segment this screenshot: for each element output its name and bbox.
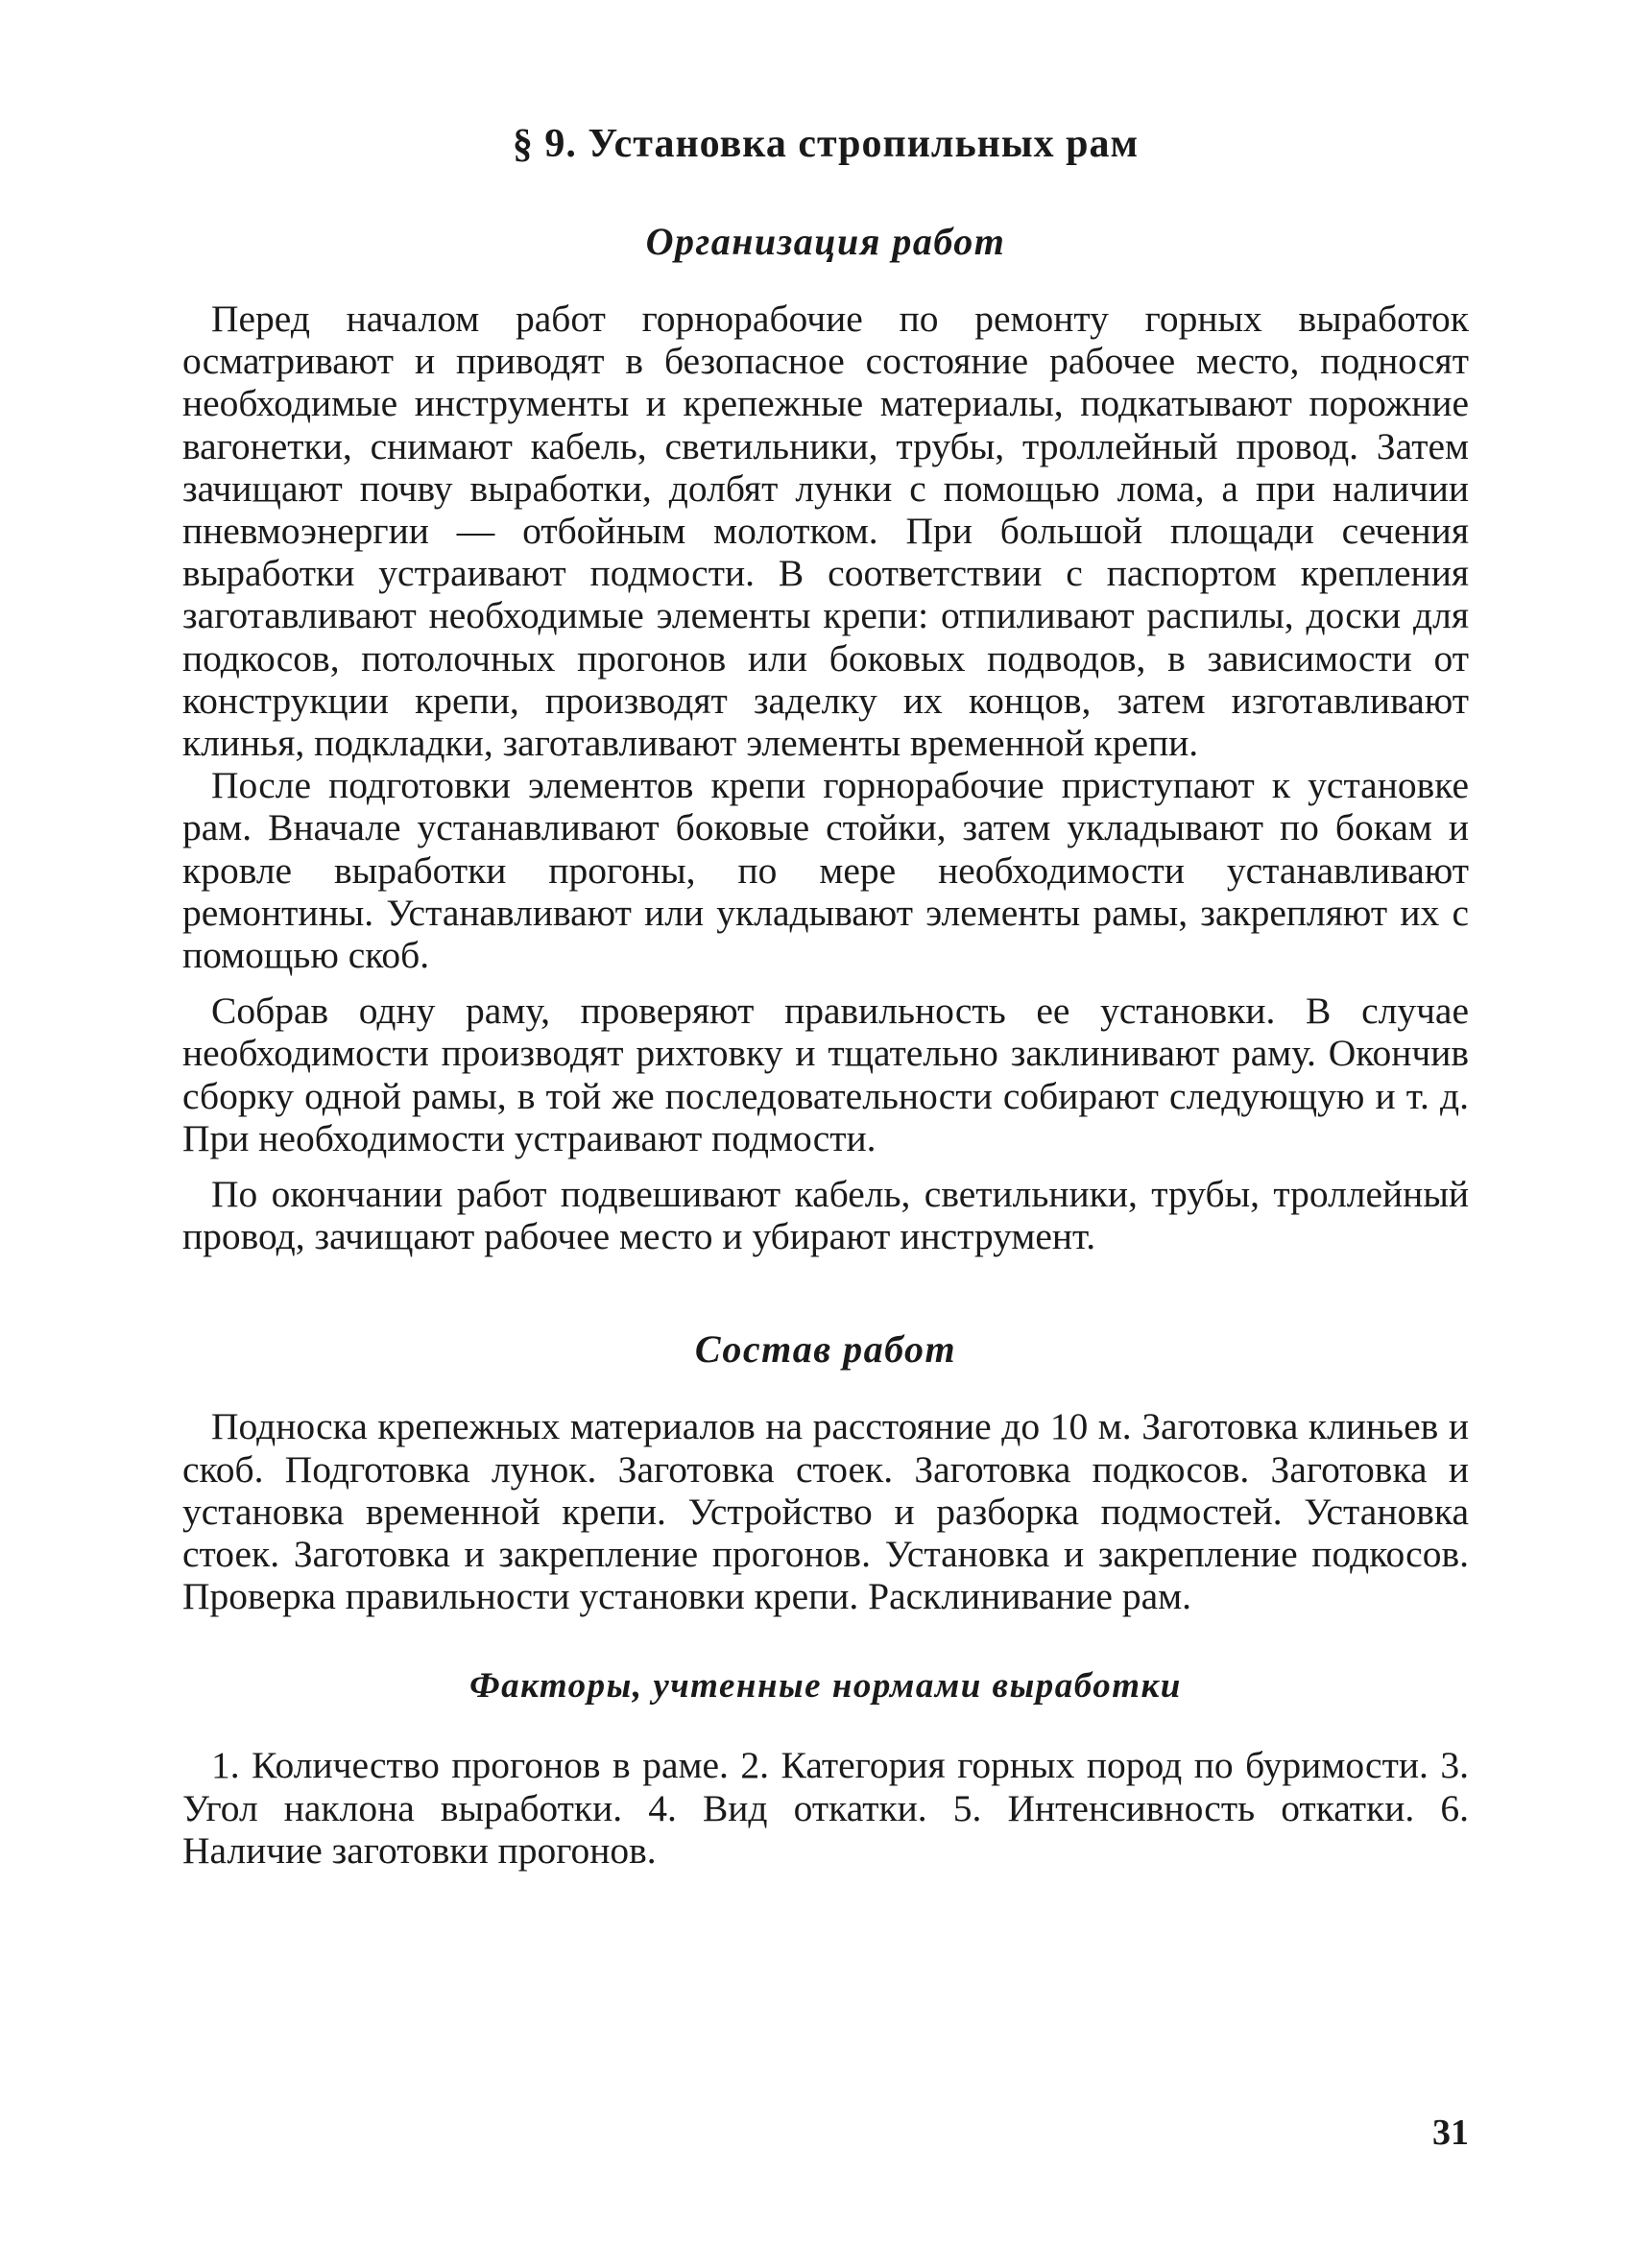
page-number: 31	[1432, 2113, 1469, 2153]
organization-paragraph-2: После подготовки элементов крепи горнорабочие приступают к установке рам. Вначале устанавливают боковые стойки, затем укладывают по бокам и кровле выработки прогоны, по мере необходимости устанавливают ремонтины. Устанавливают или укладывают элементы рамы, закрепляют их с помощью скоб.	[182, 764, 1469, 977]
factors-text: 1. Количество прогонов в раме. 2. Категория горных пород по буримости. 3. Угол наклона выработки. 4. Вид откатки. 5. Интенсивность откатки. 6. Наличие заготовки прогонов.	[182, 1744, 1469, 1872]
work-composition-text: Подноска крепежных материалов на расстояние до 10 м. Заготовка клиньев и скоб. Подготовка лунок. Заготовка стоек. Заготовка подкосов. Заготовка и установка временной крепи. Устройство и разборка подмостей. Установка стоек. Заготовка и закрепление прогонов. Установка и закрепление подкосов. Проверка правильности установки крепи. Расклинивание рам.	[182, 1405, 1469, 1618]
page-content	[182, 115, 1469, 1872]
work-composition-heading: Состав работ	[694, 1327, 957, 1372]
organization-paragraph-3: Собрав одну раму, проверяют правильность ее установки. В случае необходимости производят рихтовку и тщательно заклинивают раму. Окончив сборку одной рамы, в той же последовательности собирают следующую и т. д. При необходимости устраивают подмости.	[182, 990, 1469, 1159]
factors-heading: Факторы, учтенные нормами выработки	[469, 1666, 1182, 1707]
organization-paragraph-4: По окончании работ подвешивают кабель, светильники, трубы, троллейный провод, зачищают рабочее место и убирают инструмент.	[182, 1173, 1469, 1258]
organization-paragraph-1: Перед началом работ горнорабочие по ремонту горных выработок осматривают и приводят в безопасное состояние рабочее место, подносят необходимые инструменты и крепежные материалы, подкатывают порожние вагонетки, снимают кабель, светильники, трубы, троллейный провод. Затем зачищают почву выработки, долбят лунки с помощью лома, а при наличии пневмоэнергии — отбойным молотком. При большой площади сечения выработки устраивают подмости. В соответствии с паспортом крепления заготавливают необходимые элементы крепи: отпиливают распилы, доски для подкосов, потолочных прогонов или боковых подводов, в зависимости от конструкции крепи, производят заделку их концов, затем изготавливают клинья, подкладки, заготавливают элементы временной крепи.	[182, 298, 1469, 765]
organization-heading: Организация работ	[645, 220, 1006, 263]
section-title: § 9. Установка стропильных рам	[512, 122, 1140, 166]
